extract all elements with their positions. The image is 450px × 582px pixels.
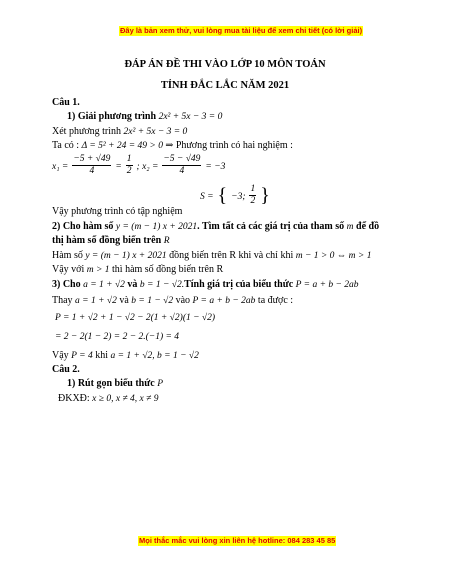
two-roots-text: Phương trình có hai nghiệm : [175,140,293,151]
consider-equation-line [52,126,187,137]
x1-fraction: $\frac{-5 + √49}{4}$ [73,154,111,176]
part-1-heading [67,111,222,122]
discriminant-line [52,140,293,151]
solution-conclusion: Vậy phương trình có tập nghiệm [52,206,183,217]
part-3-line-2: P = 1 + √2 + 1 − √2 − 2(1 + √2)(1 − √2) [55,313,216,323]
consider-text: Xét phương trình [52,126,122,137]
part-3-line-1: Thay a = 1 + √2 và b = 1 − √2 vào P = a + b − 2ab ta được : [52,295,294,306]
part-3-conclusion: Vậy P = 4 khi a = 1 + √2, b = 1 − √2 [52,350,199,361]
document-subtitle: TỈNH ĐẮC LẮC NĂM 2021 [160,80,290,91]
hotline-banner: Mọi thắc mắc vui lòng xin liên hệ hotline: 084 283 45 85 [139,536,336,545]
x2-result: = −3 [205,162,226,173]
x1-label: x₁ = [52,162,69,173]
part-2-heading: 2) Cho hàm số y = (m − 1) x + 2021. Tìm tất cả các giá trị của tham số m để đồ [52,221,380,232]
preview-notice-banner: Đây là bản xem thử, vui lòng mua tài liệu để xem chi tiết (có lời giải) [120,26,363,35]
part-2-line-2: Vậy với m > 1 thì hàm số đồng biến trên R [52,264,224,275]
part-2-heading-cont: thị hàm số đồng biến trên R [52,235,170,246]
part-2-line-1: Hàm số y = (m − 1) x + 2021 đồng biến trên R khi và chỉ khi m − 1 > 0 ⇔ m > 1 [52,250,372,261]
document-title: ĐÁP ÁN ĐỀ THI VÀO LỚP 10 MÔN TOÁN [124,59,326,70]
part-1-equation: 2x² + 5x − 3 = 0 [158,112,223,122]
x2-fraction: $\frac{-5 - √49}{4}$ [163,154,201,176]
discriminant-equation: Δ = 5² + 24 = 49 > 0 ⇒ [81,141,174,151]
discriminant-label: Ta có : [52,140,80,151]
question-2-label: Câu 2. [52,364,80,375]
part-3-heading: 3) Cho a = 1 + √2 và b = 1 − √2.Tính giá trị của biểu thức P = a + b − 2ab [52,279,359,290]
set-label: S = [200,192,214,203]
roots-line: x₁ = $\frac{-5 + √49}{4}$ = $\frac{1}{2}$ ; x₂ = $\frac{-5 - √49}{4}$ = −3 [52,154,226,176]
question-1-label: Câu 1. [52,97,80,108]
x1-result-fraction: $\frac{1}{2}$ [126,154,132,176]
domain-condition: ĐKXĐ: x ≥ 0, x ≠ 4, x ≠ 9 [58,393,159,404]
part-1-heading-text: 1) Giải phương trình [67,111,157,122]
consider-equation: 2x² + 5x − 3 = 0 [123,127,188,137]
solution-set: S = { −3; $\frac{1}{2}$ } [200,184,270,207]
x2-label: ; x₂ = [136,162,159,173]
q2-part-1-heading: 1) Rút gọn biểu thức P [67,378,163,389]
part-3-line-3: = 2 − 2(1 − 2) = 2 − 2.(−1) = 4 [55,332,180,342]
set-fraction: $\frac{1}{2}$ [250,184,256,206]
